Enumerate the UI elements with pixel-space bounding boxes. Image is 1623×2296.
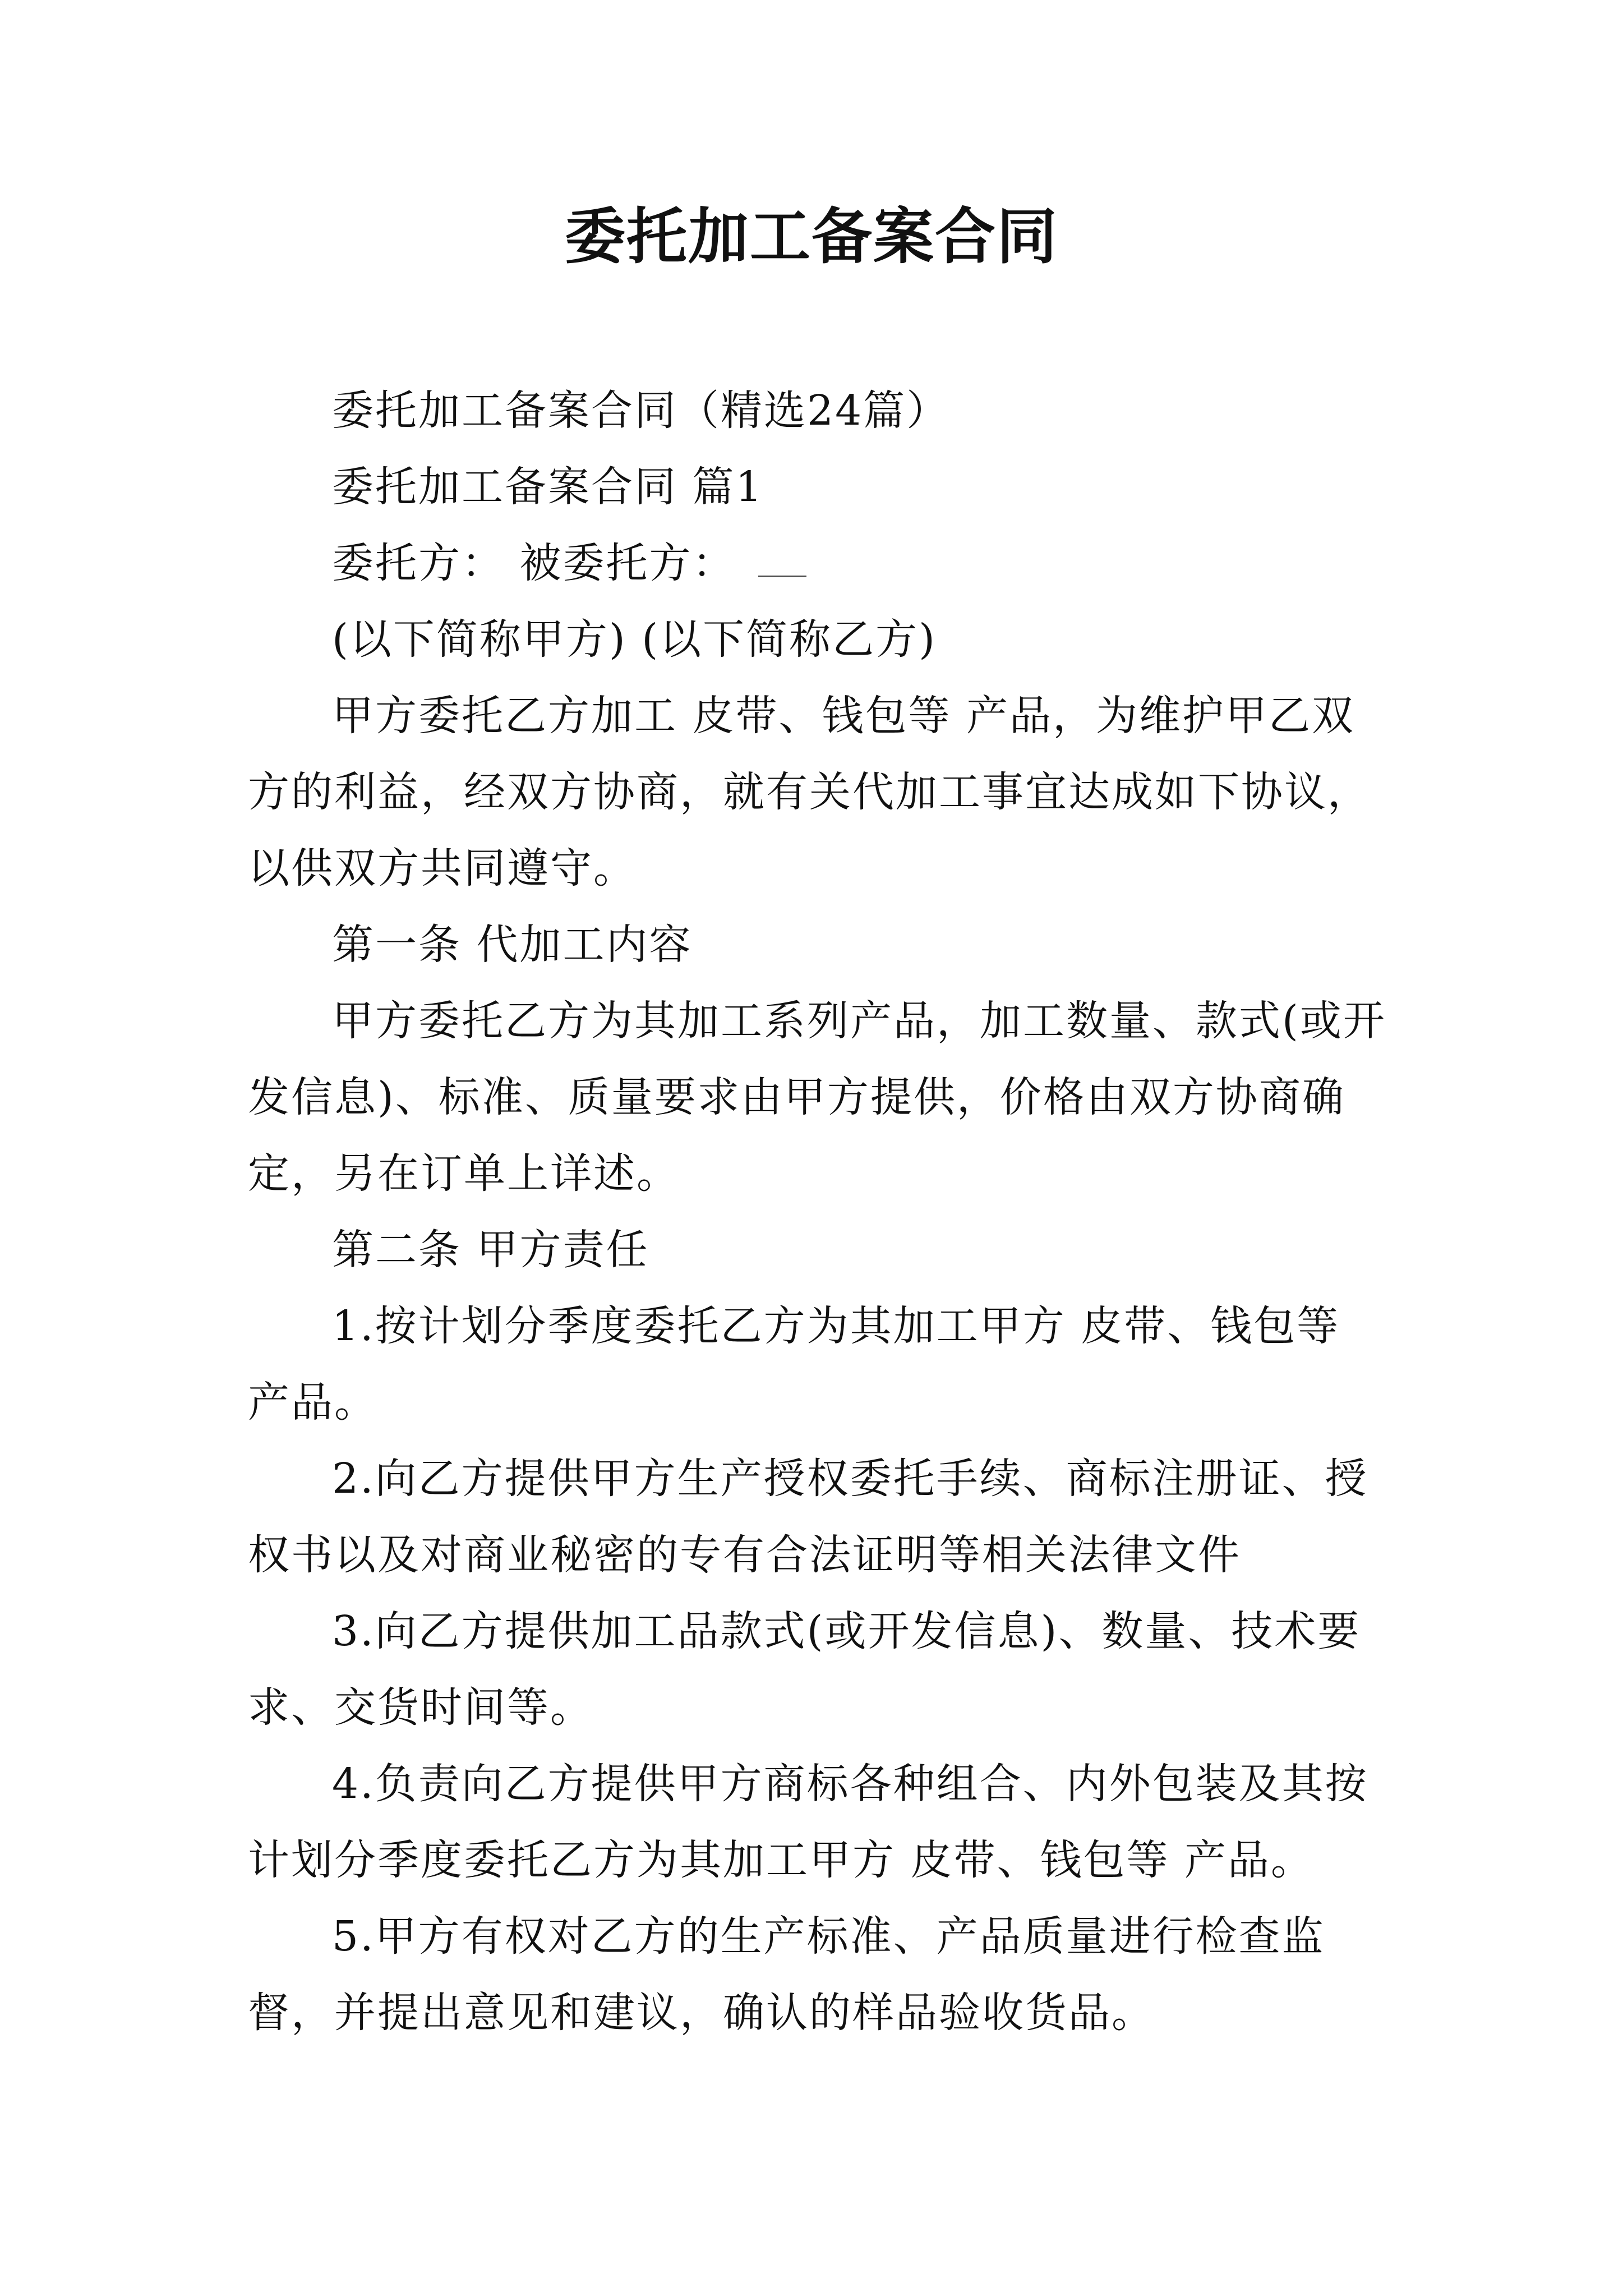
article-2-item-3: 3.向乙方提供加工品款式(或开发信息)、数量、技术要求、交货时间等。 <box>248 1607 1361 1732</box>
paragraph-preamble: 甲方委托乙方加工 皮带、钱包等 产品，为维护甲乙双方的利益，经双方协商，就有关代加工事宜达成如下协议，以供双方共同遵守。 <box>248 692 1371 892</box>
article-1-heading: 第一条 代加工内容 <box>332 921 693 969</box>
article-2-item-2: 2.向乙方提供甲方生产授权委托手续、商标注册证、授权书以及对商业秘密的专有合法证明等相关法律文件 <box>248 1455 1368 1579</box>
article-2-item-5: 5.甲方有权对乙方的生产标准、产品质量进行检查监督，并提出意见和建议，确认的样品验收货品。 <box>248 1912 1325 2037</box>
blank-line <box>758 547 806 577</box>
article-1-body: 甲方委托乙方为其加工系列产品，加工数量、款式(或开发信息)、标准、质量要求由甲方提供，价格由双方协商确定，另在订单上详述。 <box>248 997 1386 1198</box>
paragraph-section-heading: 委托加工备案合同 篇1 <box>332 463 764 511</box>
parties-text: 委托方： 被委托方： <box>332 539 736 587</box>
document-body <box>248 372 1386 2051</box>
paragraph-parties <box>248 525 1386 601</box>
paragraph-party-abbreviations: (以下简称甲方) (以下简称乙方) <box>332 615 937 664</box>
paragraph-subtitle: 委托加工备案合同（精选24篇） <box>332 386 950 435</box>
article-2-item-4: 4.负责向乙方提供甲方商标各种组合、内外包装及其按计划分季度委托乙方为其加工甲方 皮带、钱包等 产品。 <box>248 1760 1368 1884</box>
document-title: 委托加工备案合同 <box>564 201 1058 272</box>
article-2-item-1: 1.按计划分季度委托乙方为其加工甲方 皮带、钱包等 产品。 <box>248 1302 1340 1427</box>
article-2-heading: 第二条 甲方责任 <box>332 1226 649 1274</box>
